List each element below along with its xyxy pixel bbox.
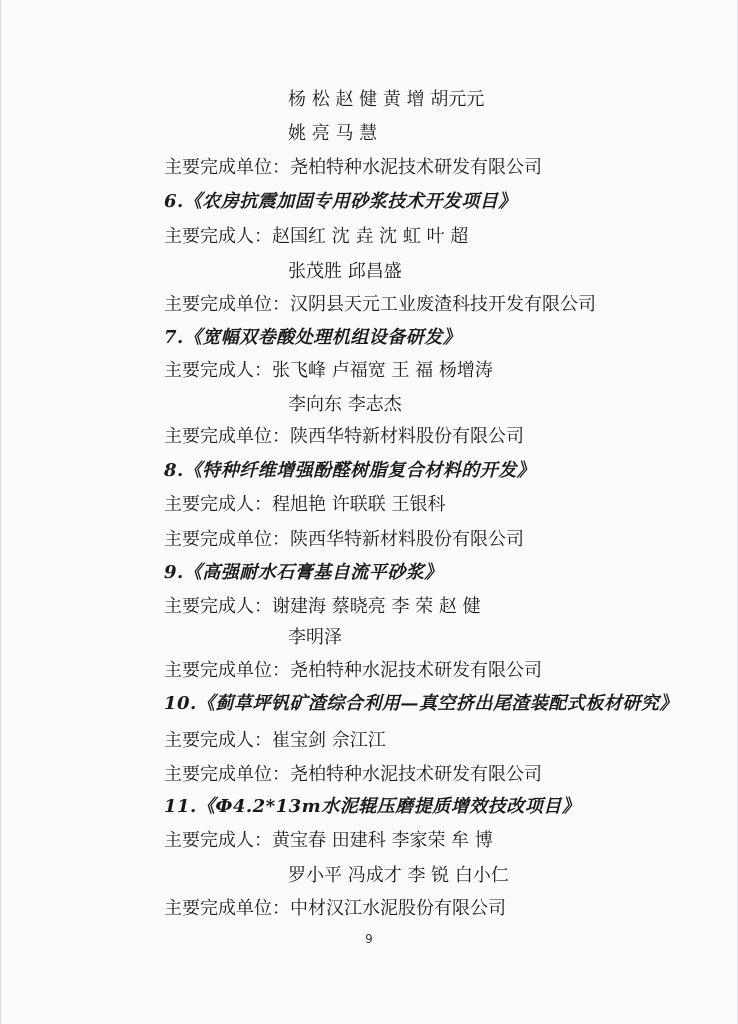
members-line: 主要完成人：黄宝春 田建科 李家荣 牟 博 [164,830,493,851]
names-line: 姚 亮 马 慧 [288,123,378,144]
members-line: 主要完成人：崔宝剑 佘江江 [164,730,386,751]
unit-line: 主要完成单位：汉阴县天元工业废渣科技开发有限公司 [164,294,596,315]
names-line: 李明泽 [288,627,342,648]
members-line: 主要完成人：赵国红 沈 垚 沈 虹 叶 超 [164,226,469,247]
project-title: 8.《特种纤维增强酚醛树脂复合材料的开发》 [164,460,536,481]
members-line: 主要完成人：张飞峰 卢福宽 王 福 杨增涛 [164,360,493,381]
unit-line: 主要完成单位：尧柏特种水泥技术研发有限公司 [164,660,542,681]
names-line: 李向东 李志杰 [288,394,402,415]
unit-line: 主要完成单位：尧柏特种水泥技术研发有限公司 [164,764,542,785]
project-title: 10.《蓟草坪钒矿渣综合利用—真空挤出尾渣装配式板材研究》 [164,693,678,714]
names-line: 罗小平 冯成才 李 锐 白小仁 [288,865,509,886]
members-line: 主要完成人：程旭艳 许联联 王银科 [164,494,446,515]
unit-line: 主要完成单位：尧柏特种水泥技术研发有限公司 [164,157,542,178]
project-title: 6.《农房抗震加固专用砂浆技术开发项目》 [164,191,517,212]
unit-line: 主要完成单位：陕西华特新材料股份有限公司 [164,426,524,447]
unit-line: 主要完成单位：陕西华特新材料股份有限公司 [164,529,524,550]
members-line: 主要完成人：谢建海 蔡晓亮 李 荣 赵 健 [164,596,481,617]
project-title: 11.《Ф4.2*13m水泥辊压磨提质增效技改项目》 [164,796,581,817]
unit-line: 主要完成单位：中材汉江水泥股份有限公司 [164,898,506,919]
project-title: 7.《宽幅双卷酸处理机组设备研发》 [164,327,462,348]
names-line: 张茂胜 邱昌盛 [288,261,402,282]
names-line: 杨 松 赵 健 黄 增 胡元元 [288,89,485,110]
project-title: 9.《高强耐水石膏基自流平砂浆》 [164,562,443,583]
page-number: 9 [365,932,373,946]
